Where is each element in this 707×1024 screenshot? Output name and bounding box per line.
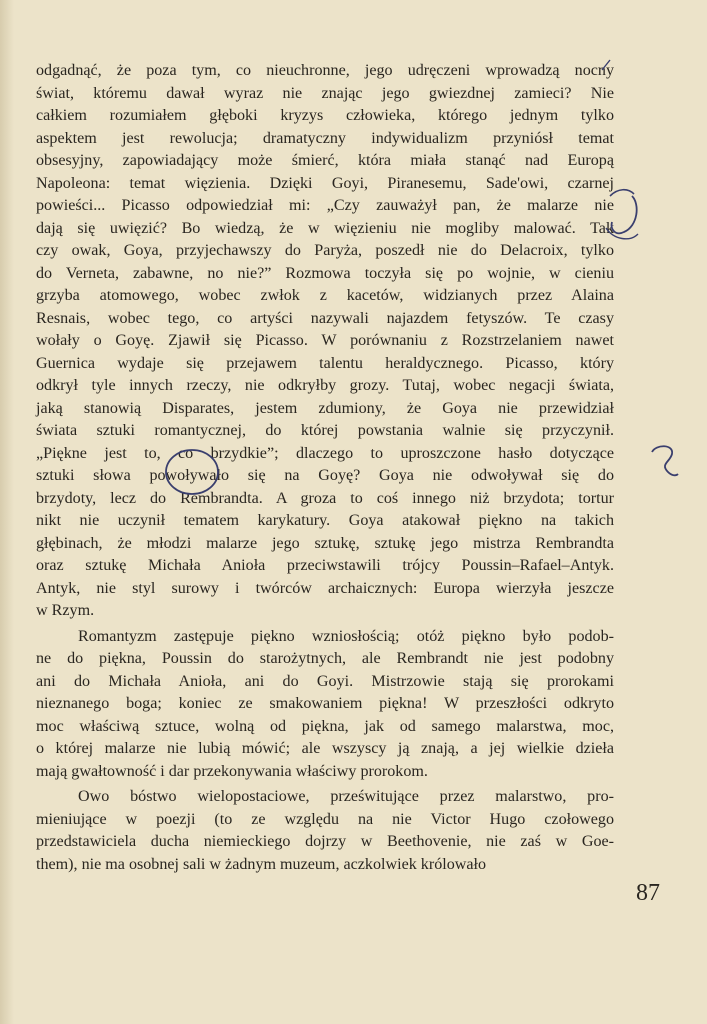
text-line: mają gwałtowność i dar przekonywania właściwy prorokom. (36, 762, 428, 780)
text-line: them), nie ma osobnej sali w żadnym muzeum, aczkolwiek królowało (36, 855, 487, 873)
text-line: odkrył tyle innych rzeczy, nie odkryłby grozy. Tutaj, wobec negacji świata, (36, 377, 614, 394)
page-edge (0, 0, 14, 1024)
text-line: przedstawiciela ducha niemieckiego dojrzy w Beethovenie, nie zaś w Goe- (36, 833, 614, 850)
margin-bracket-annotation (604, 182, 644, 252)
text-line: o której malarze nie lubią mówić; ale wszyscy ją znają, a jej wielkie dzieła (36, 740, 614, 757)
text-line: Resnais, wobec tego, co artyści nazywali najazdem fetyszów. Te czasy (36, 309, 614, 327)
text-line: nieznanego boga; koniec ze smakowaniem piękna! W przeszłości odkryto (36, 695, 614, 712)
text-line: moc właściwą sztuce, wolną od piękna, jak od samego malarstwa, moc, (36, 717, 614, 735)
tick-mark-annotation (600, 58, 614, 72)
text-line: brzydoty, lecz do Rembrandta. A groza to coś innego niż brzydota; tortur (36, 489, 614, 507)
text-line: Antyk, nie styl surowy i twórców archaicznych: Europa wierzyła jeszcze (36, 579, 614, 597)
text-line: obsesyjny, zapowiadający może śmierć, która miała stanąć nad Europą (36, 152, 614, 169)
text-line: „Piękne jest to, co brzydkie”; dlaczego to uproszczone hasło dotyczące (36, 444, 614, 462)
text-line: głębinach, że młodzi malarze jego sztukę, sztukę jego mistrza Rembrandta (36, 534, 614, 552)
text-line: ne do piękna, Poussin do starożytnych, ale Rembrandt nie jest podobny (36, 650, 614, 667)
page-number: 87 (636, 880, 660, 906)
margin-question-annotation (646, 442, 686, 482)
text-line: ani do Michała Anioła, ani do Goyi. Mistrzowie stają się prorokami (36, 672, 614, 690)
text-line: wołały o Goyę. Zjawił się Picasso. W porównaniu z Rozstrzelaniem nawet (36, 332, 614, 349)
text-line: Napoleona: temat więzienia. Dzięki Goyi, Piranesemu, Sade'owi, czarnej (36, 174, 614, 192)
text-line: oraz sztukę Michała Anioła przeciwstawili trójcy Poussin–Rafael–Antyk. (36, 557, 614, 574)
text-line: aspektem jest rewolucja; dramatyczny indywidualizm przyniósł temat (36, 129, 614, 147)
text-line: Romantyzm zastępuje piękno wzniosłością; otóż piękno było podob- (78, 627, 614, 645)
body-text (36, 60, 614, 876)
text-line: świata sztuki romantycznej, do której powstania walnie się przyczynił. (36, 422, 614, 439)
text-line: jaką stanowią Disparates, jestem zdumiony, że Goya nie przewidział (36, 399, 614, 417)
text-line: nikt nie uczynił tematem karykatury. Goya atakował piękno na takich (36, 512, 614, 529)
text-line: całkiem rozumiałem głęboki kryzys człowieka, którego jednym tylko (36, 107, 614, 124)
text-line: świat, któremu dawał wyraz nie znając jego gwiezdnej zamieci? Nie (36, 84, 614, 102)
text-line: mieniujące w poezji (to ze względu na nie Victor Hugo czołowego (36, 810, 614, 828)
text-line: Owo bóstwo wielopostaciowe, prześwitujące przez malarstwo, pro- (78, 788, 614, 805)
text-line: dają się uwięzić? Bo wiedzą, że w więzieniu nie mogliby malować. Tak (36, 219, 614, 237)
text-line: czy owak, Goya, przyjechawszy do Paryża, poszedł nie do Delacroix, tylko (36, 242, 614, 259)
circled-words-annotation (162, 446, 232, 502)
text-line: powieści... Picasso odpowiedział mi: „Czy zauważył pan, że malarze nie (36, 197, 614, 214)
text-line: Guernica wydaje się przejawem talentu heraldycznego. Picasso, który (36, 354, 614, 372)
text-line: w Rzym. (36, 602, 95, 619)
text-line: sztuki słowa powoływało się na Goyę? Goya nie odwoływał się do (36, 467, 614, 484)
text-line: grzyba atomowego, wobec zwłok z kacetów, widzianych przez Alaina (36, 287, 614, 304)
text-line: do Verneta, zabawne, no nie?” Rozmowa toczyła się po wojnie, w cieniu (36, 264, 614, 282)
text-line: odgadnąć, że poza tym, co nieuchronne, jego udręczeni wprowadzą nocny (36, 62, 614, 79)
